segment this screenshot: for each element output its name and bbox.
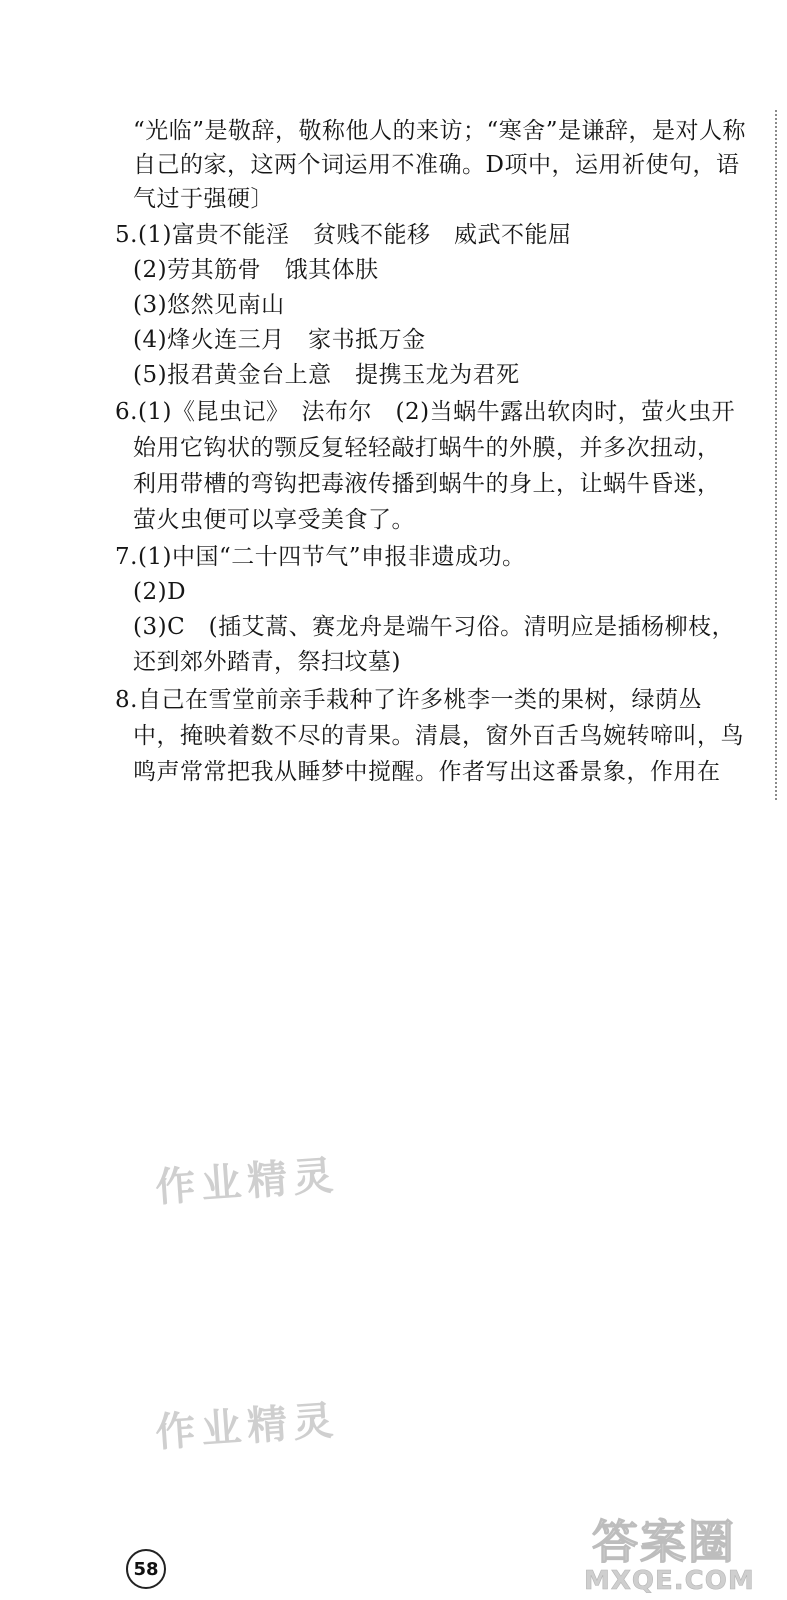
watermark: 作业精灵 <box>153 1397 341 1457</box>
text-line: 气过于强硬〕 <box>133 186 274 212</box>
answer-5-line: (3)悠然见南山 <box>133 292 285 318</box>
answer-6-line: 萤火虫便可以享受美食了。 <box>133 507 415 533</box>
corner-watermark-logo <box>582 1506 782 1600</box>
text-line: “光临”是敬辞，敬称他人的来访；“寒舍”是谦辞，是对人称 <box>133 118 747 144</box>
answer-7-line: (2)D <box>133 579 187 605</box>
page-number: 58 <box>126 1549 166 1589</box>
watermark: 作业精灵 <box>153 1152 341 1212</box>
answer-5-line: 5.(1)富贵不能淫 贫贱不能移 威武不能屈 <box>115 222 572 248</box>
answer-8-line: 中，掩映着数不尽的青果。清晨，窗外百舌鸟婉转啼叫，鸟 <box>133 723 744 749</box>
answer-5-line: (5)报君黄金台上意 提携玉龙为君死 <box>133 362 520 388</box>
text-line: 自己的家，这两个词运用不准确。D项中，运用祈使句，语 <box>133 152 740 178</box>
answer-8-line: 8.自己在雪堂前亲手栽种了许多桃李一类的果树，绿荫丛 <box>115 687 702 713</box>
logo-url: MXQE.COM <box>584 1566 755 1596</box>
answer-7-line: 7.(1)中国“二十四节气”申报非遗成功。 <box>115 544 526 570</box>
answer-6-line: 6.(1)《昆虫记》 法布尔 (2)当蜗牛露出软肉时，萤火虫开 <box>115 399 736 425</box>
answer-7-line: (3)C (插艾蒿、赛龙舟是端午习俗。清明应是插杨柳枝， <box>133 614 736 640</box>
answer-7-line: 还到郊外踏青，祭扫坟墓) <box>133 649 401 675</box>
answer-6-line: 始用它钩状的颚反复轻轻敲打蜗牛的外膜，并多次扭动， <box>133 435 721 461</box>
answer-6-line: 利用带槽的弯钩把毒液传播到蜗牛的身上，让蜗牛昏迷， <box>133 471 721 497</box>
answer-5-line: (4)烽火连三月 家书抵万金 <box>133 327 426 353</box>
answer-8-line: 鸣声常常把我从睡梦中搅醒。作者写出这番景象，作用在 <box>133 759 721 785</box>
logo-title: 答案圈 <box>592 1515 736 1569</box>
answer-5-line: (2)劳其筋骨 饿其体肤 <box>133 257 379 283</box>
margin-dotted-rule <box>775 110 777 800</box>
